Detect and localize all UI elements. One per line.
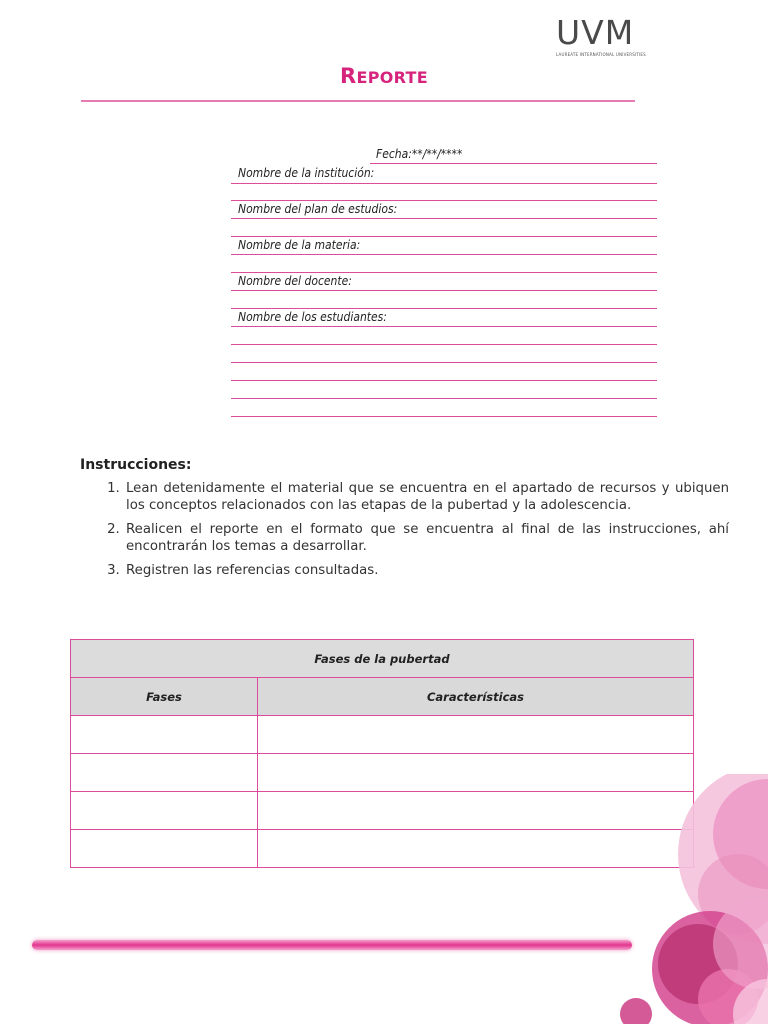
table-caption-row — [71, 640, 694, 678]
table-cell[interactable] — [258, 716, 694, 754]
fecha-line — [370, 163, 657, 164]
uvm-logo — [556, 13, 646, 57]
decorative-circles — [618, 774, 768, 1024]
form-line — [231, 380, 657, 381]
form-line — [231, 416, 657, 417]
plan-line — [231, 218, 657, 219]
estudiantes-label: Nombre de los estudiantes: — [238, 310, 387, 324]
institucion-label: Nombre de la institución: — [238, 166, 375, 180]
table-row — [71, 830, 694, 868]
plan-label: Nombre del plan de estudios: — [238, 202, 398, 216]
instruction-item: 1. Lean detenidamente el material que se encuentra en el apartado de recursos y ubiquen los conceptos relacionados con las etapas de la pubertad y la adolescencia. — [124, 481, 729, 514]
instruction-item: 3. Registren las referencias consultadas. — [124, 563, 729, 580]
circles-graphic — [618, 774, 768, 1024]
instructions-heading: Instrucciones: — [80, 457, 192, 473]
title-initial: R — [340, 64, 357, 88]
table-header-row — [71, 678, 694, 716]
form-line — [231, 308, 657, 309]
form-line — [231, 236, 657, 237]
materia-line — [231, 254, 657, 255]
form-line — [231, 398, 657, 399]
title-rest: EPORTE — [356, 68, 428, 87]
table-cell[interactable] — [71, 830, 258, 868]
instruction-item: 2. Realicen el reporte en el formato que se encuentra al final de las instrucciones, ahí encontrarán los temas a desarrollar. — [124, 522, 729, 555]
table-row — [71, 716, 694, 754]
form-line — [231, 362, 657, 363]
logo-text: UVM — [556, 13, 635, 52]
table-cell[interactable] — [71, 716, 258, 754]
header-caracteristicas: Características — [258, 678, 694, 716]
table-row — [71, 754, 694, 792]
page-title — [0, 64, 768, 88]
table-cell[interactable] — [71, 754, 258, 792]
table-row — [71, 792, 694, 830]
docente-label: Nombre del docente: — [238, 274, 352, 288]
table-cell[interactable] — [71, 792, 258, 830]
fecha-label: Fecha:**/**/**** — [376, 147, 463, 161]
title-divider — [81, 100, 635, 102]
table-caption: Fases de la pubertad — [71, 640, 694, 678]
header-fases: Fases — [71, 678, 258, 716]
form-line — [231, 344, 657, 345]
form-line — [231, 272, 657, 273]
estudiantes-line — [231, 326, 657, 327]
footer-bar — [32, 940, 632, 950]
logo-tagline: LAUREATE INTERNATIONAL UNIVERSITIES — [556, 52, 646, 57]
instructions-list — [80, 481, 729, 588]
docente-line — [231, 290, 657, 291]
materia-label: Nombre de la materia: — [238, 238, 361, 252]
fases-table — [70, 639, 694, 868]
institucion-line — [231, 183, 657, 184]
form-line — [231, 200, 657, 201]
